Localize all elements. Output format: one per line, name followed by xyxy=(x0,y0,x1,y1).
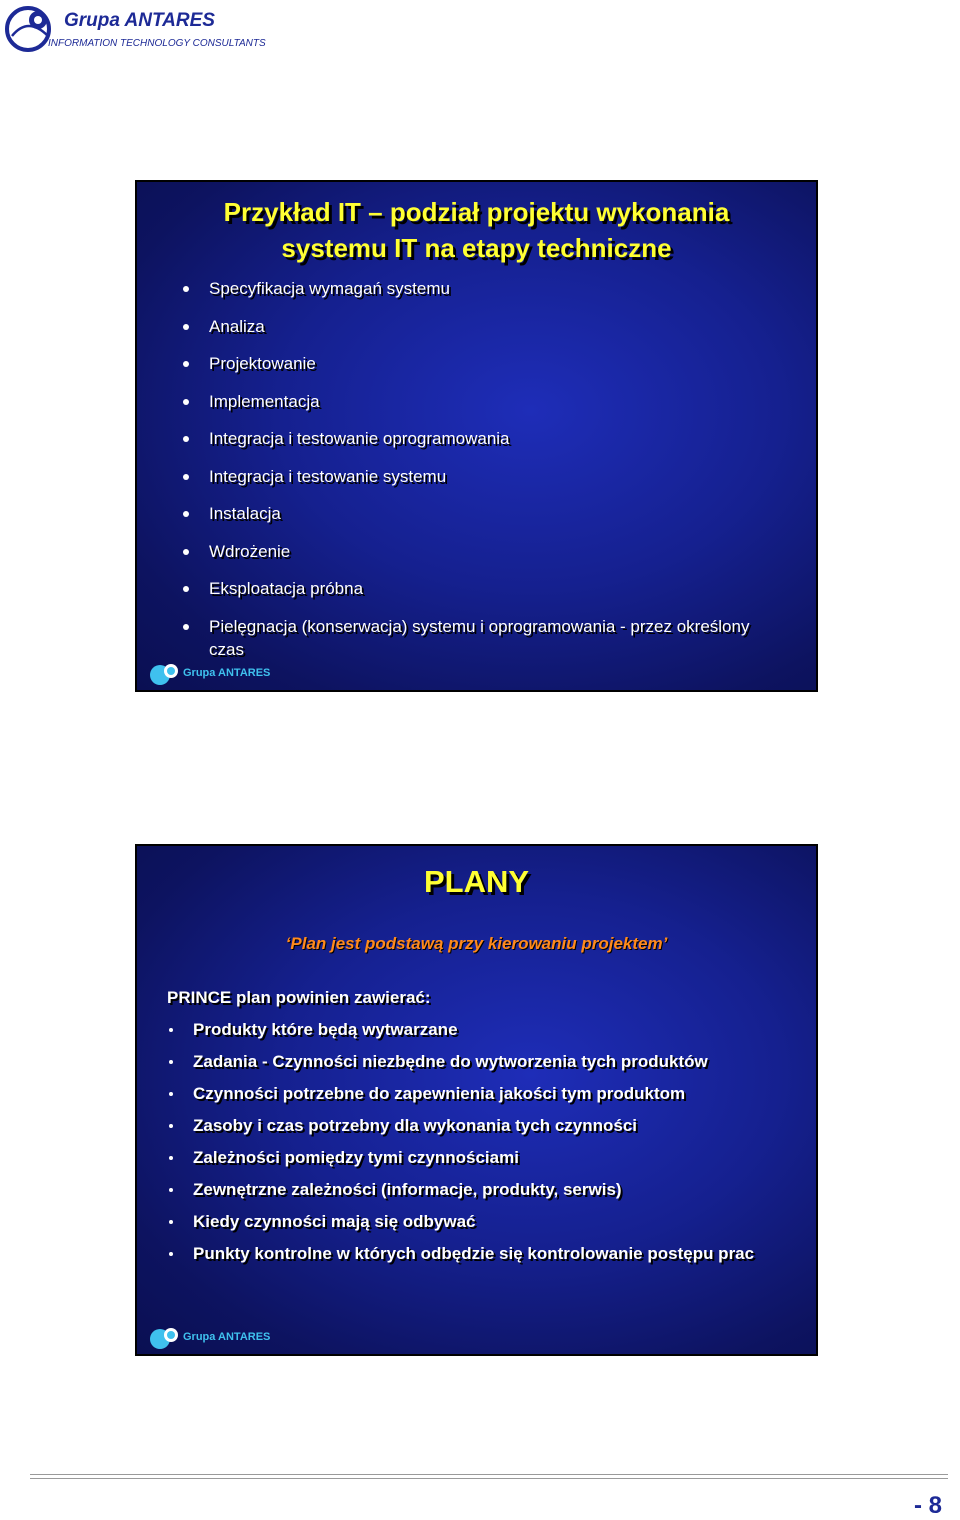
brand-tagline: INFORMATION TECHNOLOGY CONSULTANTS xyxy=(48,38,266,49)
list-item: Pielęgnacja (konserwacja) systemu i oprogramowania - przez określony czas xyxy=(183,615,783,661)
slide-logo-text: Grupa ANTARES xyxy=(183,667,271,679)
slide-logo-text: Grupa ANTARES xyxy=(183,1331,271,1343)
list-item: Zależności pomiędzy tymi czynnościami xyxy=(167,1146,797,1169)
slide-logo xyxy=(147,662,347,686)
list-item: Produkty które będą wytwarzane xyxy=(167,1018,797,1041)
list-item: Integracja i testowanie systemu xyxy=(183,465,783,488)
list-item: Integracja i testowanie oprogramowania xyxy=(183,427,783,450)
page-number: - 8 xyxy=(913,1492,942,1519)
list-item: Zasoby i czas potrzebny dla wykonania tych czynności xyxy=(167,1114,797,1137)
slide-intro: PRINCE plan powinien zawierać: xyxy=(167,988,431,1007)
slide-it-project-phases xyxy=(135,180,818,692)
slide-title-line-1: Przykład IT – podział projektu wykonania xyxy=(223,197,730,227)
list-item: Projektowanie xyxy=(183,352,783,375)
antares-logo-icon xyxy=(147,662,183,686)
slide-title: PLANY xyxy=(423,864,530,899)
plan-contents-list xyxy=(167,1018,797,1274)
slide-title xyxy=(137,194,816,266)
phase-list xyxy=(183,277,783,675)
page-header xyxy=(4,4,404,52)
list-item: Eksploatacja próbna xyxy=(183,577,783,600)
list-item: Instalacja xyxy=(183,502,783,525)
antares-logo-icon xyxy=(147,1326,183,1350)
list-item: Czynności potrzebne do zapewnienia jakości tym produktom xyxy=(167,1082,797,1105)
list-item: Zadania - Czynności niezbędne do wytworzenia tych produktów xyxy=(167,1050,797,1073)
brand-name: Grupa ANTARES xyxy=(64,10,215,31)
list-item: Zewnętrzne zależności (informacje, produkty, serwis) xyxy=(167,1178,797,1201)
slide-subtitle: ‘Plan jest podstawą przy kierowaniu projektem’ xyxy=(285,934,668,953)
list-item: Analiza xyxy=(183,315,783,338)
list-item: Kiedy czynności mają się odbywać xyxy=(167,1210,797,1233)
slide-title-line-2: systemu IT na etapy techniczne xyxy=(281,233,672,263)
list-item: Implementacja xyxy=(183,390,783,413)
slide-plans xyxy=(135,844,818,1356)
slide-logo xyxy=(147,1326,347,1350)
list-item: Wdrożenie xyxy=(183,540,783,563)
list-item: Specyfikacja wymagań systemu xyxy=(183,277,783,300)
list-item: Punkty kontrolne w których odbędzie się kontrolowanie postępu prac xyxy=(167,1242,797,1265)
footer-divider xyxy=(30,1474,948,1479)
